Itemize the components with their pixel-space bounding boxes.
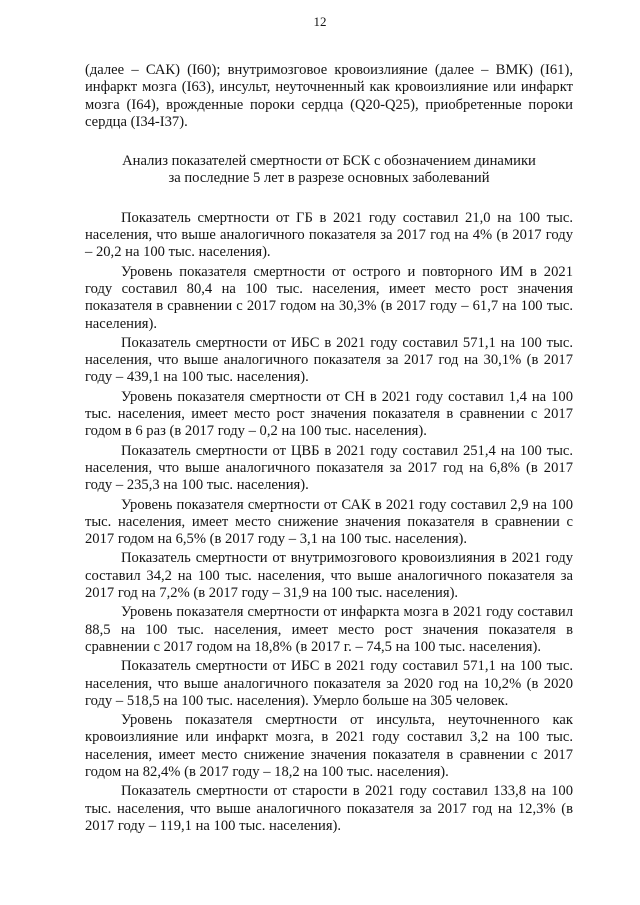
paragraph-old-age-mortality: Показатель смертности от старости в 2021 году составил 133,8 на 100 тыс. населения, что выше аналогичного показателя за 2017 год на 12,3% (в 2017 году – 119,1 на 100 тыс. населения). [85, 783, 573, 834]
paragraph-sak-mortality: Уровень показателя смертности от САК в 2021 году составил 2,9 на 100 тыс. населения, имеет место снижение значения показателя в сравнении с 2017 годом на 6,5% (в 2017 году – 3,1 на 100 тыс. населения). [85, 496, 573, 548]
section-heading-line-1: Анализ показателей смертности от БСК с обозначением динамики [122, 153, 536, 170]
intro-paragraph: (далее – САК) (I60); внутримозговое кровоизлияние (далее – ВМК) (I61), инфаркт мозга (I63), инсульт, неуточненный как кровоизлияние или инфаркт мозга (I64), врожденные пороки сердца (Q20-Q25), приобретенные пороки сердца (I34-I37). [85, 62, 573, 130]
paragraph-gb-mortality: Показатель смертности от ГБ в 2021 году составил 21,0 на 100 тыс. населения, что выше аналогичного показателя за 2017 год на 4% (в 2017 году – 20,2 на 100 тыс. населения). [85, 209, 573, 261]
document-body [85, 62, 573, 837]
paragraph-cvb-mortality: Показатель смертности от ЦВБ в 2021 году составил 251,4 на 100 тыс. населения, что выше аналогичного показателя за 2017 год на 6,8% (в 2017 году – 235,3 на 100 тыс. населения). [85, 442, 573, 494]
page-number: 12 [313, 14, 327, 29]
paragraph-im-mortality: Уровень показателя смертности от острого и повторного ИМ в 2021 году составил 80,4 на 100 тыс. населения, имеет место рост значения показателя в сравнении с 2017 годом на 30,3% (в 2017 году – 61,7 на 100 тыс. населения). [85, 263, 573, 332]
paragraph-sn-mortality: Уровень показателя смертности от СН в 2021 году составил 1,4 на 100 тыс. населения, имеет место рост значения показателя в сравнении с 2017 годом в 6 раз (в 2017 году – 0,2 на 100 тыс. населения). [85, 388, 573, 440]
paragraph-ibs-2020-comparison: Показатель смертности от ИБС в 2021 году составил 571,1 на 100 тыс. населения, что выше аналогичного показателя за 2020 год на 10,2% (в 2020 году – 518,5 на 100 тыс. населения). Умерло больше на 305 человек. [85, 658, 573, 709]
paragraph-vmk-mortality: Показатель смертности от внутримозгового кровоизлияния в 2021 году составил 34,2 на 100 тыс. населения, что выше аналогичного показателя за 2017 год на 7,2% (в 2017 году – 31,9 на 100 тыс. населения). [85, 550, 573, 602]
section-heading-line-2: за последние 5 лет в разрезе основных заболеваний [168, 170, 490, 187]
section-heading [85, 153, 573, 188]
paragraph-ibs-mortality: Показатель смертности от ИБС в 2021 году составил 571,1 на 100 тыс. населения, что выше аналогичного показателя за 2017 год на 30,1% (в 2017 году – 439,1 на 100 тыс. населения). [85, 334, 573, 386]
paragraph-unspecified-stroke-mortality: Уровень показателя смертности от инсульта, неуточненного как кровоизлияние или инфаркт мозга, в 2021 году составил 3,2 на 100 тыс. населения, имеет место снижение значения показателя в сравнении с 2017 годом на 82,4% (в 2017 году – 18,2 на 100 тыс. населения). [85, 712, 573, 780]
paragraph-stroke-infarction-mortality: Уровень показателя смертности от инфаркта мозга в 2021 году составил 88,5 на 100 тыс. населения, имеет место рост значения показателя в сравнении с 2017 годом на 18,8% (в 2017 г. – 74,5 на 100 тыс. населения). [85, 604, 573, 655]
